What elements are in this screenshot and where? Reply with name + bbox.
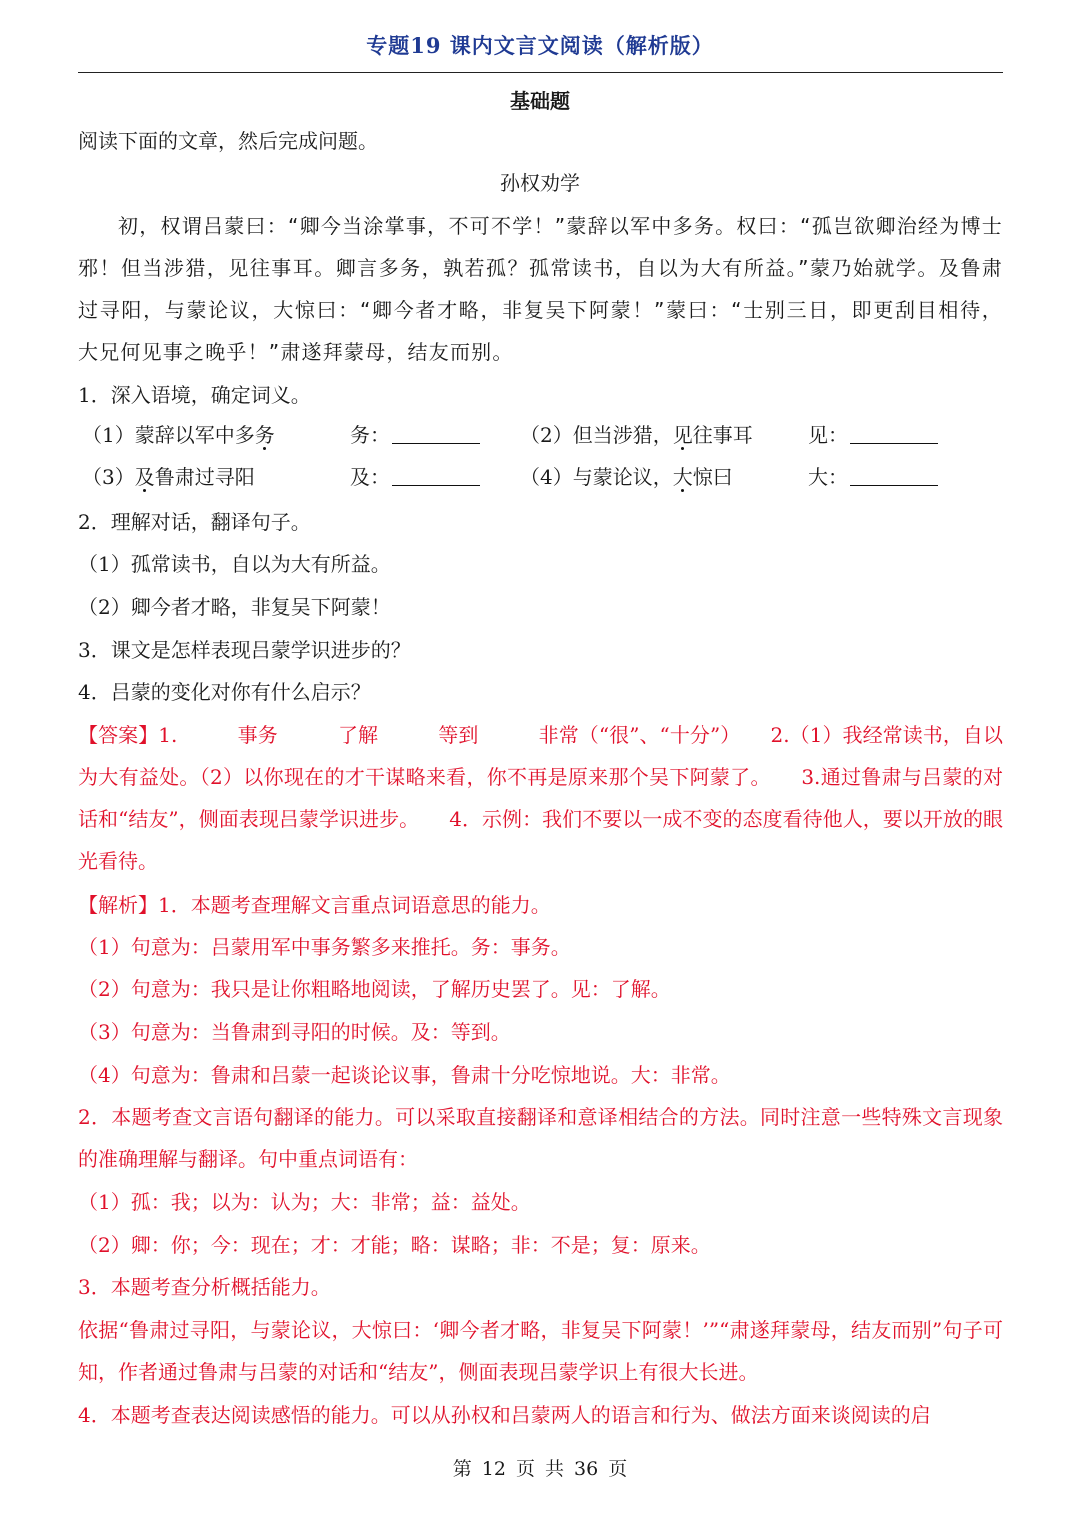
analysis-line: 4．本题考查表达阅读感悟的能力。可以从孙权和吕蒙两人的语言和行为、做法方面来谈阅读的启 — [78, 1403, 931, 1427]
passage-text: 初，权谓吕蒙曰：“卿今当涂掌事，不可不学！”蒙辞以军中多务。权曰：“孤岂欲卿治经为博士邪！但当涉猎，见往事耳。卿言多务，孰若孤？孤常读书，自以为大有所益。”蒙乃始就学。及鲁肃过寻阳，与蒙论议，大惊曰：“卿今者才略，非复吴下阿蒙！”蒙曰：“士别三日，即更刮目相待，大兄何见事之晚乎！”肃遂拜蒙母，结友而别。 — [78, 214, 1003, 364]
answer-text: 1. 事务 了解 等到 非常（“很”、“十分”） 2.（1）我经常读书，自以为大有益处。（2）以你现在的才干谋略来看，你不再是原来那个吴下阿蒙了。 3.通过鲁肃与吕蒙的对话和“结友”，侧面表现吕蒙学识进步。 4．示例：我们不要以一成不变的态度看待他人，要以开放的眼光看待。 — [78, 723, 1004, 873]
analysis-line: 3．本题考查分析概括能力。 — [78, 1275, 331, 1299]
q1-item-3-text: （3）及鲁肃过寻阳 — [82, 465, 255, 489]
analysis-line: （1）句意为：吕蒙用军中事务繁多来推托。务：事务。 — [78, 935, 571, 959]
analysis-line: （2）句意为：我只是让你粗略地阅读，了解历史罢了。见：了解。 — [78, 977, 671, 1001]
question-2-stem: 2．理解对话，翻译句子。 — [78, 510, 311, 534]
analysis-label: 【解析】 — [78, 893, 158, 917]
analysis-line: （1）孤：我；以为：认为；大：非常；益：益处。 — [78, 1190, 531, 1214]
answer-blank[interactable] — [850, 423, 938, 444]
q1-item-4-answer: 大： — [808, 456, 938, 498]
section-title: 基础题 — [510, 89, 570, 113]
answer-blank[interactable] — [392, 423, 480, 444]
answer-block — [78, 714, 1003, 882]
q1-item-2-answer: 见： — [808, 414, 938, 456]
question-1-row-1 — [78, 414, 1003, 456]
header-title: 专题19 课内文言文阅读（解析版） — [366, 33, 714, 58]
question-3-stem: 3．课文是怎样表现吕蒙学识进步的？ — [78, 638, 411, 662]
question-4-stem: 4．吕蒙的变化对你有什么启示？ — [78, 680, 371, 704]
q1-item-3-answer: 及： — [350, 456, 480, 498]
instruction-text: 阅读下面的文章，然后完成问题。 — [78, 129, 378, 153]
analysis-line: 依据“鲁肃过寻阳，与蒙论议，大惊曰：‘卿今者才略，非复吴下阿蒙！’”“肃遂拜蒙母，结友而别”句子可知，作者通过鲁肃与吕蒙的对话和“结友”，侧面表现吕蒙学识上有很大长进。 — [78, 1318, 1003, 1384]
analysis-line-1: 【解析】1．本题考查理解文言重点词语意思的能力。 — [78, 893, 551, 917]
q1-item-1-text: （1）蒙辞以军中多务 — [82, 423, 275, 447]
q1-item-1-answer: 务： — [350, 414, 480, 456]
analysis-line: （2）卿：你；今：现在；才：才能；略：谋略；非：不是；复：原来。 — [78, 1233, 711, 1257]
answer-blank[interactable] — [850, 465, 938, 486]
question-1-stem: 1．深入语境，确定词义。 — [78, 383, 311, 407]
analysis-line: （3）句意为：当鲁肃到寻阳的时候。及：等到。 — [78, 1020, 511, 1044]
passage-title: 孙权劝学 — [500, 171, 580, 195]
page-number: 第 12 页 共 36 页 — [452, 1458, 628, 1480]
answer-label: 【答案】 — [78, 723, 159, 747]
question-1-row-2 — [78, 456, 1003, 498]
header-divider — [78, 72, 1003, 73]
analysis-line: 2．本题考查文言语句翻译的能力。可以采取直接翻译和意译相结合的方法。同时注意一些特殊文言现象的准确理解与翻译。句中重点词语有： — [78, 1105, 1003, 1171]
analysis-line: （4）句意为：鲁肃和吕蒙一起谈论议事，鲁肃十分吃惊地说。大：非常。 — [78, 1063, 731, 1087]
q1-item-4-text: （4）与蒙论议，大惊曰 — [520, 465, 733, 489]
q1-item-2-text: （2）但当涉猎，见往事耳 — [520, 423, 753, 447]
answer-blank[interactable] — [392, 465, 480, 486]
question-2-item-2: （2）卿今者才略，非复吴下阿蒙！ — [78, 595, 391, 619]
question-2-item-1: （1）孤常读书，自以为大有所益。 — [78, 552, 391, 576]
